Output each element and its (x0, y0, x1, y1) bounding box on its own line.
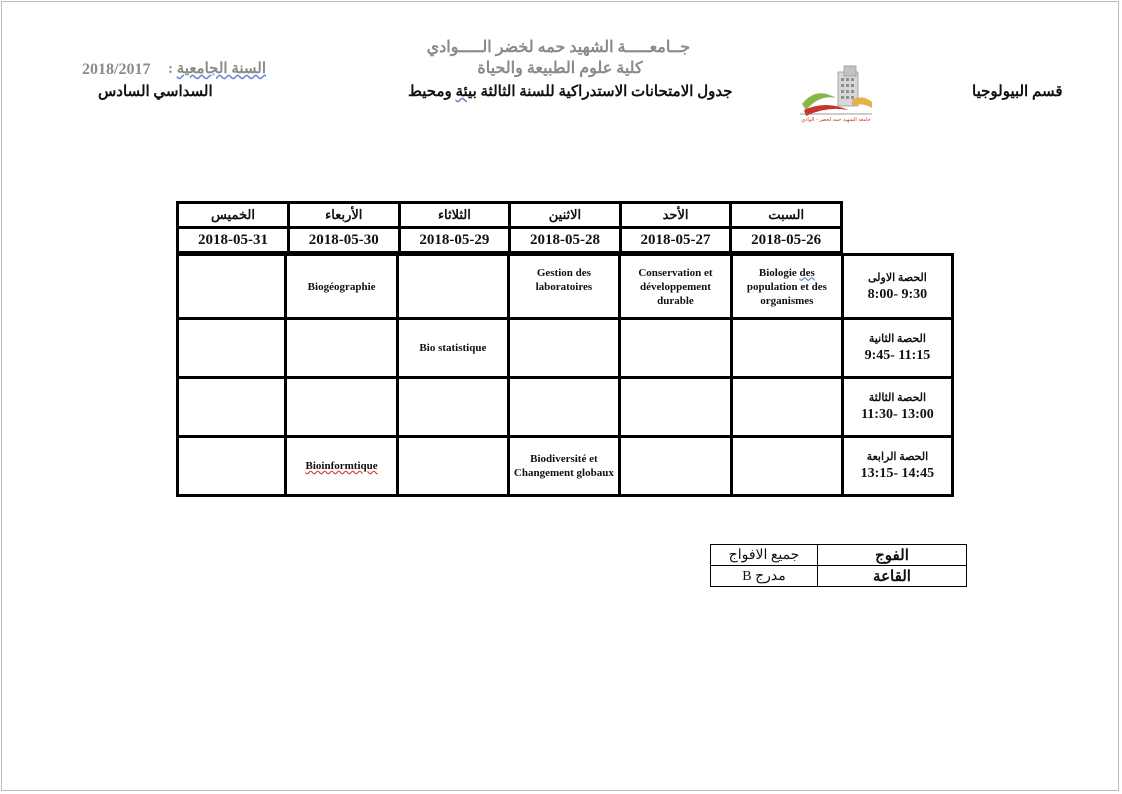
exam-cell (286, 437, 398, 496)
table-row (178, 378, 953, 437)
table-row (178, 319, 953, 378)
slot-name: الحصة الثالثة (868, 392, 927, 404)
schedule-title (408, 82, 732, 101)
exam-cell (731, 378, 842, 437)
day-date-1: 2018-05-26 (731, 228, 842, 253)
room-row (711, 566, 967, 587)
exam-cell (731, 319, 842, 378)
university-name: جــامعـــــة الشهيد حمه لخضر الـــــوادي (426, 39, 690, 56)
exam-cell (178, 437, 286, 496)
exam-cell (398, 437, 509, 496)
day-date-5: 2018-05-30 (288, 228, 399, 253)
semester-label: السداسي السادس (98, 84, 213, 100)
exam-cell (620, 437, 732, 496)
table-row (178, 255, 953, 319)
slot-name: الحصة الاولى (867, 271, 927, 284)
day-name-5: الأربعاء (288, 203, 399, 228)
exam-cell (508, 319, 619, 378)
exam-cell: Gestion des laboratoires (508, 255, 619, 319)
schedule-title-prefix: جدول الامتحانات الاستدراكية للسنة الثالثة (476, 84, 733, 100)
day-header-table (176, 201, 843, 254)
day-name-1: السبت (731, 203, 842, 228)
slot-cell (842, 319, 952, 378)
schedule-title-specialty: بيئة (455, 84, 477, 100)
exam-cell (178, 255, 286, 319)
day-name-6: الخميس (178, 203, 289, 228)
slot-time: 13:15- 14:45 (860, 466, 935, 481)
day-date-4: 2018-05-29 (399, 228, 510, 253)
group-row (711, 545, 967, 566)
academic-year-value: 2018/2017 (82, 61, 151, 78)
day-date-2: 2018-05-27 (620, 228, 731, 253)
schedule-title-suffix: ومحيط (408, 84, 456, 100)
exam-cell: Bio statistique (398, 319, 509, 378)
day-date-6: 2018-05-31 (178, 228, 289, 253)
academic-year-label-text: السنة الجامعية (176, 61, 267, 77)
exam-cell (286, 319, 398, 378)
exam-cell (731, 437, 842, 496)
exam-cell (398, 378, 509, 437)
exam-cell: Conservation et développement durable (620, 255, 732, 319)
day-name-3: الاثنين (510, 203, 621, 228)
day-name-4: الثلاثاء (399, 203, 510, 228)
day-name-row (178, 203, 842, 228)
exam-cell (398, 255, 509, 319)
day-date-3: 2018-05-28 (510, 228, 621, 253)
slot-time: 8:00- 9:30 (867, 286, 928, 302)
table-row (178, 437, 953, 496)
exam-cell: Biodiversité et Changement globaux (508, 437, 619, 496)
exam-cell (286, 378, 398, 437)
academic-year-label (168, 59, 266, 78)
department-name: قسم البيولوجيا (972, 84, 1063, 100)
exam-cell (178, 319, 286, 378)
day-name-2: الأحد (620, 203, 731, 228)
slot-name: الحصة الثانية (868, 333, 926, 345)
group-value: جميع الافواج (711, 545, 818, 566)
slot-name: الحصة الرابعة (866, 451, 929, 463)
exam-cell: Biogéographie (286, 255, 398, 319)
slot-time: 11:30- 13:00 (861, 407, 934, 422)
exam-schedule-table (176, 253, 954, 497)
university-logo-icon (796, 64, 876, 132)
exam-cell (620, 378, 732, 437)
group-room-table (710, 544, 967, 587)
exam-cell (620, 319, 732, 378)
slot-cell (842, 378, 952, 437)
group-label: الفوج (818, 545, 967, 566)
university-logo (796, 64, 876, 132)
slot-cell (842, 255, 952, 319)
slot-time: 9:45- 11:15 (864, 348, 931, 363)
university-logo-caption: جامعة الشهيد حمه لخضر - الوادي (801, 117, 871, 123)
faculty-name: كلية علوم الطبيعة والحياة (477, 60, 643, 77)
exam-text: Biologie (758, 266, 800, 279)
room-value: مدرج B (711, 566, 818, 587)
room-label: القاعة (818, 566, 967, 587)
exam-text: des (799, 266, 815, 279)
exam-cell (508, 378, 619, 437)
exam-cell (731, 255, 842, 319)
day-date-row (178, 228, 842, 253)
exam-text: Bioinformtique (305, 460, 378, 472)
exam-text: population et des organismes (746, 280, 827, 307)
exam-cell (178, 378, 286, 437)
academic-year-colon: : (168, 61, 177, 77)
slot-cell (842, 437, 952, 496)
